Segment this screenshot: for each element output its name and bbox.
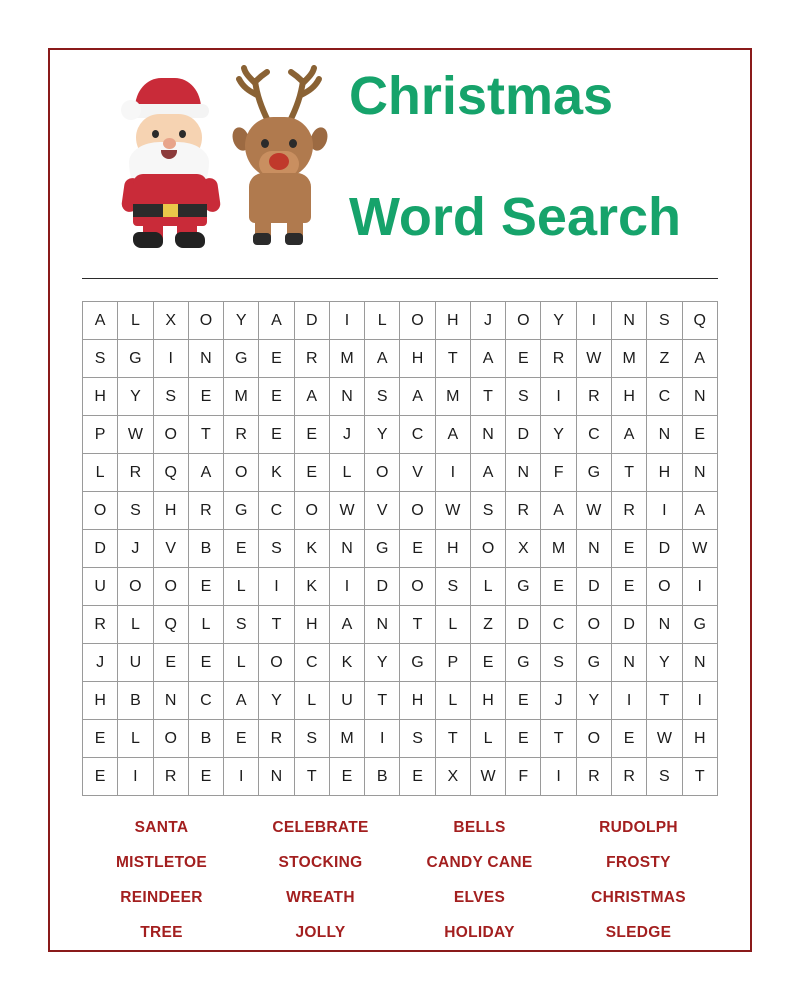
grid-cell[interactable]: S	[83, 340, 118, 378]
word-list-item[interactable]: RUDOLPH	[599, 818, 678, 836]
grid-cell[interactable]: A	[400, 378, 435, 416]
grid-cell[interactable]: S	[365, 378, 400, 416]
grid-cell[interactable]: E	[294, 454, 329, 492]
page-title-line2: Word Search	[348, 187, 682, 248]
santa-hat-pompom	[121, 100, 141, 120]
word-list-item[interactable]: CELEBRATE	[272, 818, 369, 836]
grid-cell[interactable]: S	[294, 720, 329, 758]
grid-cell[interactable]: H	[83, 378, 118, 416]
santa-boot-right	[175, 232, 205, 248]
grid-cell[interactable]: O	[400, 492, 435, 530]
grid-cell[interactable]: N	[506, 454, 541, 492]
grid-cell[interactable]: L	[118, 606, 153, 644]
grid-cell[interactable]: J	[83, 644, 118, 682]
grid-cell[interactable]: I	[682, 568, 717, 606]
grid-cell[interactable]: R	[576, 378, 611, 416]
grid-cell[interactable]: A	[188, 454, 223, 492]
grid-cell[interactable]: H	[400, 682, 435, 720]
grid-cell[interactable]: J	[541, 682, 576, 720]
grid-cell[interactable]: W	[118, 416, 153, 454]
grid-cell[interactable]: E	[611, 720, 646, 758]
grid-cell[interactable]: N	[329, 378, 364, 416]
page-title	[349, 6, 681, 308]
grid-cell[interactable]: E	[400, 758, 435, 796]
grid-cell[interactable]: A	[470, 454, 505, 492]
grid-cell[interactable]: I	[365, 720, 400, 758]
grid-cell[interactable]: C	[259, 492, 294, 530]
grid-cell[interactable]: L	[435, 606, 470, 644]
grid-cell[interactable]: I	[435, 454, 470, 492]
grid-cell[interactable]: Y	[259, 682, 294, 720]
grid-cell[interactable]: C	[647, 378, 682, 416]
grid-cell[interactable]: O	[188, 302, 223, 340]
word-list-item[interactable]: HOLIDAY	[444, 923, 515, 941]
word-list-item[interactable]: MISTLETOE	[115, 853, 208, 871]
grid-cell[interactable]: Y	[576, 682, 611, 720]
grid-row	[83, 454, 718, 492]
grid-row	[83, 568, 718, 606]
grid-cell[interactable]: G	[506, 644, 541, 682]
grid-row	[83, 644, 718, 682]
grid-cell[interactable]: C	[188, 682, 223, 720]
grid-cell[interactable]: O	[259, 644, 294, 682]
grid-cell[interactable]: H	[611, 378, 646, 416]
grid-cell[interactable]: B	[118, 682, 153, 720]
grid-cell[interactable]: E	[188, 644, 223, 682]
grid-cell[interactable]: B	[188, 720, 223, 758]
grid-cell[interactable]: S	[470, 492, 505, 530]
grid-cell[interactable]: N	[611, 644, 646, 682]
word-list-item[interactable]: BELLS	[453, 818, 506, 836]
grid-row	[83, 720, 718, 758]
grid-cell[interactable]: O	[153, 416, 188, 454]
grid-cell[interactable]: E	[541, 568, 576, 606]
grid-cell[interactable]: K	[294, 530, 329, 568]
grid-cell[interactable]: I	[153, 340, 188, 378]
grid-row	[83, 758, 718, 796]
grid-cell[interactable]: V	[400, 454, 435, 492]
grid-cell[interactable]: O	[153, 568, 188, 606]
reindeer-nose	[269, 153, 289, 170]
grid-cell[interactable]: E	[470, 644, 505, 682]
grid-cell[interactable]: A	[611, 416, 646, 454]
grid-cell[interactable]: U	[329, 682, 364, 720]
grid-cell[interactable]: H	[294, 606, 329, 644]
grid-cell[interactable]: C	[576, 416, 611, 454]
grid-cell[interactable]: O	[153, 720, 188, 758]
grid-cell[interactable]: N	[647, 416, 682, 454]
word-list-item[interactable]: JOLLY	[295, 923, 346, 941]
grid-cell[interactable]: S	[435, 568, 470, 606]
grid-row	[83, 378, 718, 416]
grid-cell[interactable]: I	[259, 568, 294, 606]
grid-cell[interactable]: T	[400, 606, 435, 644]
reindeer-illustration	[225, 65, 335, 250]
grid-cell[interactable]: E	[259, 378, 294, 416]
grid-cell[interactable]: O	[576, 606, 611, 644]
word-list-item[interactable]: SLEDGE	[605, 923, 672, 941]
grid-cell[interactable]: E	[188, 378, 223, 416]
grid-cell[interactable]: Y	[365, 416, 400, 454]
antler-left-svg	[231, 65, 275, 125]
worksheet-header	[50, 50, 750, 272]
grid-cell[interactable]: A	[541, 492, 576, 530]
grid-cell[interactable]: D	[83, 530, 118, 568]
reindeer-hoof-right	[285, 233, 303, 245]
word-list-item[interactable]: CANDY CANE	[426, 853, 533, 871]
grid-cell[interactable]: M	[329, 340, 364, 378]
grid-cell[interactable]: Q	[153, 454, 188, 492]
grid-cell[interactable]: I	[576, 302, 611, 340]
grid-cell[interactable]: D	[365, 568, 400, 606]
grid-cell[interactable]: N	[188, 340, 223, 378]
grid-cell[interactable]: U	[118, 644, 153, 682]
grid-cell[interactable]: O	[365, 454, 400, 492]
grid-cell[interactable]: F	[541, 454, 576, 492]
grid-cell[interactable]: E	[83, 758, 118, 796]
word-list-item[interactable]: REINDEER	[120, 888, 203, 906]
grid-cell[interactable]: O	[83, 492, 118, 530]
word-list-row	[82, 915, 718, 950]
grid-cell[interactable]: E	[682, 416, 717, 454]
grid-cell[interactable]: S	[118, 492, 153, 530]
santa-eye-right	[179, 130, 186, 138]
grid-cell[interactable]: J	[470, 302, 505, 340]
grid-cell[interactable]: C	[400, 416, 435, 454]
grid-cell[interactable]: D	[294, 302, 329, 340]
grid-cell[interactable]: O	[506, 302, 541, 340]
grid-cell[interactable]: M	[224, 378, 259, 416]
grid-cell[interactable]: H	[470, 682, 505, 720]
grid-cell[interactable]: D	[506, 606, 541, 644]
grid-cell[interactable]: I	[647, 492, 682, 530]
word-search-grid-container	[82, 301, 718, 796]
grid-cell[interactable]: Y	[118, 378, 153, 416]
grid-cell[interactable]: A	[224, 682, 259, 720]
reindeer-hoof-left	[253, 233, 271, 245]
grid-cell[interactable]: L	[118, 720, 153, 758]
grid-cell[interactable]: M	[611, 340, 646, 378]
grid-cell[interactable]: N	[682, 644, 717, 682]
grid-cell[interactable]: J	[329, 416, 364, 454]
grid-cell[interactable]: K	[259, 454, 294, 492]
grid-cell[interactable]: S	[541, 644, 576, 682]
grid-cell[interactable]: S	[647, 758, 682, 796]
grid-cell[interactable]: H	[83, 682, 118, 720]
worksheet-sheet	[48, 48, 752, 952]
grid-cell[interactable]: N	[647, 606, 682, 644]
grid-cell[interactable]: I	[541, 758, 576, 796]
grid-cell[interactable]: A	[83, 302, 118, 340]
grid-cell[interactable]: S	[647, 302, 682, 340]
word-list-item[interactable]: STOCKING	[278, 853, 363, 871]
grid-cell[interactable]: L	[329, 454, 364, 492]
grid-cell[interactable]: E	[259, 340, 294, 378]
grid-cell[interactable]: R	[83, 606, 118, 644]
word-list-table	[82, 810, 718, 950]
grid-cell[interactable]: O	[224, 454, 259, 492]
grid-cell[interactable]: S	[400, 720, 435, 758]
grid-cell[interactable]: R	[541, 340, 576, 378]
grid-cell[interactable]: P	[83, 416, 118, 454]
grid-cell[interactable]: K	[329, 644, 364, 682]
word-list	[82, 810, 718, 950]
grid-cell[interactable]: H	[647, 454, 682, 492]
grid-cell[interactable]: R	[294, 340, 329, 378]
grid-cell[interactable]: R	[611, 758, 646, 796]
grid-cell[interactable]: N	[682, 454, 717, 492]
word-list-row	[82, 880, 718, 915]
grid-cell[interactable]: E	[188, 758, 223, 796]
grid-cell[interactable]: R	[118, 454, 153, 492]
grid-cell[interactable]: N	[576, 530, 611, 568]
grid-cell[interactable]: I	[118, 758, 153, 796]
santa-eye-left	[152, 130, 159, 138]
grid-cell[interactable]: N	[365, 606, 400, 644]
grid-cell[interactable]: G	[576, 644, 611, 682]
grid-cell[interactable]: T	[647, 682, 682, 720]
grid-cell[interactable]: S	[153, 378, 188, 416]
grid-cell[interactable]: E	[400, 530, 435, 568]
word-list-item[interactable]: ELVES	[453, 888, 506, 906]
grid-cell[interactable]: S	[506, 378, 541, 416]
grid-cell[interactable]: W	[682, 530, 717, 568]
grid-row	[83, 606, 718, 644]
grid-cell[interactable]: W	[576, 340, 611, 378]
grid-cell[interactable]: W	[435, 492, 470, 530]
grid-cell[interactable]: A	[329, 606, 364, 644]
grid-cell[interactable]: O	[400, 302, 435, 340]
grid-cell[interactable]: M	[435, 378, 470, 416]
reindeer-antler-right	[283, 65, 327, 125]
grid-cell[interactable]: R	[224, 416, 259, 454]
grid-cell[interactable]: L	[470, 568, 505, 606]
grid-cell[interactable]: T	[365, 682, 400, 720]
grid-cell[interactable]: D	[506, 416, 541, 454]
grid-cell[interactable]: X	[153, 302, 188, 340]
grid-cell[interactable]: R	[259, 720, 294, 758]
word-list-item[interactable]: SANTA	[134, 818, 189, 836]
grid-cell[interactable]: L	[365, 302, 400, 340]
word-list-item[interactable]: WREATH	[286, 888, 355, 906]
grid-cell[interactable]: D	[611, 606, 646, 644]
reindeer-eye-right	[289, 139, 297, 148]
grid-cell[interactable]: T	[541, 720, 576, 758]
grid-cell[interactable]: W	[647, 720, 682, 758]
word-list-row	[82, 845, 718, 880]
word-list-row	[82, 810, 718, 845]
grid-cell[interactable]: W	[329, 492, 364, 530]
grid-cell[interactable]: D	[647, 530, 682, 568]
reindeer-eye-left	[261, 139, 269, 148]
grid-row	[83, 492, 718, 530]
grid-cell[interactable]: N	[329, 530, 364, 568]
grid-cell[interactable]: G	[365, 530, 400, 568]
grid-cell[interactable]: S	[259, 530, 294, 568]
grid-cell[interactable]: C	[294, 644, 329, 682]
grid-cell[interactable]: O	[294, 492, 329, 530]
grid-cell[interactable]: L	[435, 682, 470, 720]
grid-cell[interactable]: R	[576, 758, 611, 796]
grid-cell[interactable]: T	[435, 720, 470, 758]
word-list-item[interactable]: CHRISTMAS	[591, 888, 686, 906]
grid-cell[interactable]: L	[188, 606, 223, 644]
grid-cell[interactable]: E	[294, 416, 329, 454]
grid-cell[interactable]: I	[329, 568, 364, 606]
grid-cell[interactable]: M	[541, 530, 576, 568]
grid-cell[interactable]: B	[188, 530, 223, 568]
grid-cell[interactable]: E	[188, 568, 223, 606]
grid-cell[interactable]: I	[611, 682, 646, 720]
grid-cell[interactable]: H	[435, 530, 470, 568]
grid-cell[interactable]: X	[435, 758, 470, 796]
grid-cell[interactable]: A	[682, 340, 717, 378]
grid-cell[interactable]: D	[576, 568, 611, 606]
grid-row	[83, 340, 718, 378]
grid-cell[interactable]: E	[611, 530, 646, 568]
grid-cell[interactable]: A	[682, 492, 717, 530]
grid-cell[interactable]: T	[470, 378, 505, 416]
page-title-line1: Christmas	[348, 66, 614, 127]
grid-cell[interactable]: G	[576, 454, 611, 492]
grid-cell[interactable]: Y	[224, 302, 259, 340]
grid-cell[interactable]: L	[470, 720, 505, 758]
grid-cell[interactable]: G	[682, 606, 717, 644]
grid-cell[interactable]: J	[118, 530, 153, 568]
grid-cell[interactable]: T	[435, 340, 470, 378]
grid-cell[interactable]: E	[83, 720, 118, 758]
grid-cell[interactable]: E	[153, 644, 188, 682]
antler-right-svg	[283, 65, 327, 125]
word-list-item[interactable]: TREE	[140, 923, 183, 941]
grid-cell[interactable]: E	[329, 758, 364, 796]
grid-cell[interactable]: A	[365, 340, 400, 378]
grid-cell[interactable]: N	[682, 378, 717, 416]
santa-illustration	[119, 70, 223, 250]
grid-cell[interactable]: I	[329, 302, 364, 340]
grid-cell[interactable]: L	[294, 682, 329, 720]
word-list-item[interactable]: FROSTY	[606, 853, 671, 871]
grid-cell[interactable]: E	[506, 340, 541, 378]
grid-cell[interactable]: Y	[541, 302, 576, 340]
grid-cell[interactable]: G	[118, 340, 153, 378]
grid-cell[interactable]: C	[541, 606, 576, 644]
santa-nose	[163, 138, 176, 149]
grid-cell[interactable]: A	[435, 416, 470, 454]
grid-cell[interactable]: L	[118, 302, 153, 340]
grid-cell[interactable]: I	[682, 682, 717, 720]
grid-cell[interactable]: T	[611, 454, 646, 492]
grid-cell[interactable]: H	[400, 340, 435, 378]
grid-cell[interactable]: N	[153, 682, 188, 720]
grid-cell[interactable]: M	[329, 720, 364, 758]
grid-cell[interactable]: X	[506, 530, 541, 568]
grid-cell[interactable]: Y	[365, 644, 400, 682]
grid-cell[interactable]: R	[611, 492, 646, 530]
santa-belt-buckle	[163, 204, 178, 217]
grid-cell[interactable]: L	[224, 644, 259, 682]
grid-cell[interactable]: S	[224, 606, 259, 644]
grid-cell[interactable]: L	[83, 454, 118, 492]
grid-cell[interactable]: G	[224, 492, 259, 530]
grid-cell[interactable]: O	[470, 530, 505, 568]
grid-cell[interactable]: I	[541, 378, 576, 416]
grid-cell[interactable]: E	[259, 416, 294, 454]
reindeer-antler-left	[231, 65, 275, 125]
grid-cell[interactable]: P	[435, 644, 470, 682]
grid-cell[interactable]: A	[294, 378, 329, 416]
grid-cell[interactable]: G	[400, 644, 435, 682]
grid-cell[interactable]: A	[259, 302, 294, 340]
grid-cell[interactable]: H	[153, 492, 188, 530]
mascot-group	[119, 65, 335, 250]
word-search-grid[interactable]	[82, 301, 718, 796]
grid-cell[interactable]: H	[682, 720, 717, 758]
grid-cell[interactable]: K	[294, 568, 329, 606]
grid-cell[interactable]: V	[153, 530, 188, 568]
grid-cell[interactable]: O	[400, 568, 435, 606]
grid-cell[interactable]: F	[506, 758, 541, 796]
grid-cell[interactable]: N	[259, 758, 294, 796]
grid-cell[interactable]: T	[188, 416, 223, 454]
grid-cell[interactable]: T	[259, 606, 294, 644]
grid-cell[interactable]: U	[83, 568, 118, 606]
grid-cell[interactable]: E	[506, 682, 541, 720]
grid-cell[interactable]: I	[224, 758, 259, 796]
santa-boot-left	[133, 232, 163, 248]
grid-cell[interactable]: O	[118, 568, 153, 606]
grid-row	[83, 416, 718, 454]
grid-cell[interactable]: N	[470, 416, 505, 454]
grid-cell[interactable]: T	[294, 758, 329, 796]
grid-cell[interactable]: N	[611, 302, 646, 340]
grid-cell[interactable]: H	[435, 302, 470, 340]
grid-cell[interactable]: V	[365, 492, 400, 530]
grid-cell[interactable]: R	[506, 492, 541, 530]
grid-cell[interactable]: O	[576, 720, 611, 758]
grid-cell[interactable]: E	[611, 568, 646, 606]
grid-cell[interactable]: W	[470, 758, 505, 796]
grid-row	[83, 530, 718, 568]
grid-cell[interactable]: A	[470, 340, 505, 378]
grid-cell[interactable]: G	[224, 340, 259, 378]
grid-cell[interactable]: R	[188, 492, 223, 530]
grid-cell[interactable]: B	[365, 758, 400, 796]
grid-cell[interactable]: Q	[682, 302, 717, 340]
grid-cell[interactable]: T	[682, 758, 717, 796]
grid-cell[interactable]: Z	[647, 340, 682, 378]
grid-cell[interactable]: E	[224, 720, 259, 758]
grid-cell[interactable]: Y	[647, 644, 682, 682]
grid-cell[interactable]: W	[576, 492, 611, 530]
grid-cell[interactable]: Q	[153, 606, 188, 644]
grid-cell[interactable]: Y	[541, 416, 576, 454]
grid-cell[interactable]: L	[224, 568, 259, 606]
grid-cell[interactable]: R	[153, 758, 188, 796]
grid-cell[interactable]: Z	[470, 606, 505, 644]
grid-cell[interactable]: E	[506, 720, 541, 758]
grid-cell[interactable]: G	[506, 568, 541, 606]
grid-cell[interactable]: E	[224, 530, 259, 568]
grid-cell[interactable]: O	[647, 568, 682, 606]
grid-row	[83, 682, 718, 720]
